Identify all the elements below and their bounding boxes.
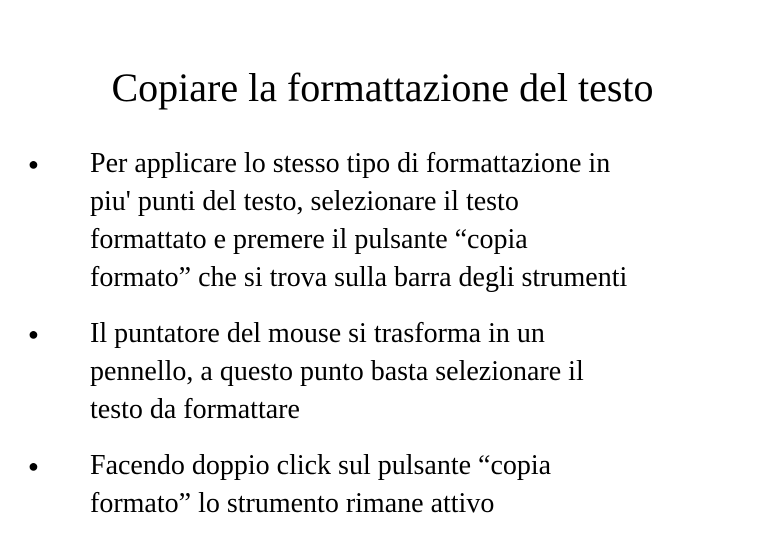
- bullet-item-1: [28, 145, 748, 297]
- bullet-line: formattato e premere il pulsante “copia: [90, 224, 528, 255]
- bullet-list: [28, 145, 748, 541]
- bullet-line: testo da formattare: [90, 394, 300, 425]
- bullet-icon: ●: [28, 324, 39, 344]
- bullet-line: formato” lo strumento rimane attivo: [90, 488, 495, 519]
- bullet-line: Facendo doppio click sul pulsante “copia: [90, 450, 552, 481]
- bullet-line: Il puntatore del mouse si trasforma in un: [90, 318, 545, 349]
- bullet-icon: ●: [28, 456, 39, 476]
- bullet-line: formato” che si trova sulla barra degli strumenti: [90, 262, 628, 293]
- bullet-item-2: [28, 315, 748, 429]
- slide-title: Copiare la formattazione del testo: [111, 65, 654, 110]
- bullet-line: pennello, a questo punto basta selezionare il: [90, 356, 584, 387]
- bullet-line: Per applicare lo stesso tipo di formattazione in: [90, 148, 611, 179]
- bullet-item-3: [28, 447, 748, 523]
- bullet-icon: ●: [28, 154, 39, 174]
- bullet-line: piu' punti del testo, selezionare il testo: [90, 186, 519, 217]
